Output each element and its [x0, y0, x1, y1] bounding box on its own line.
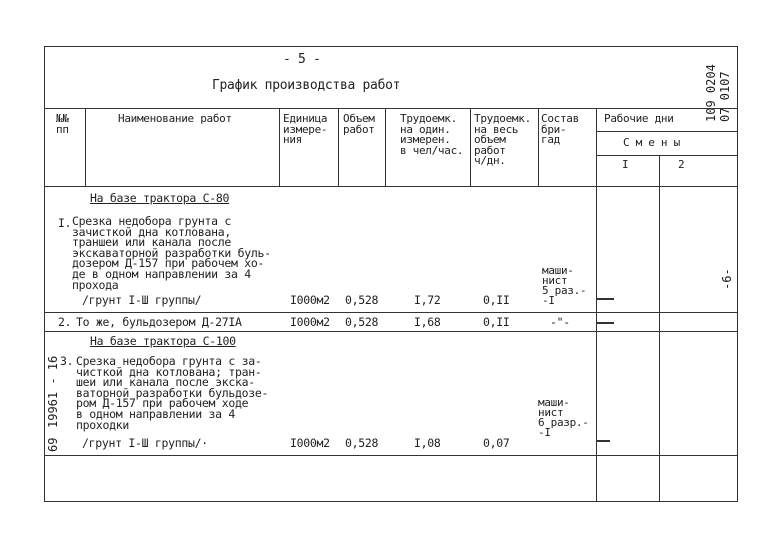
header-name: Наименование работ — [118, 112, 232, 125]
row3-num: 3. — [60, 354, 74, 368]
col-line-crew — [596, 108, 597, 502]
row3-unit: I000м2 — [290, 436, 330, 450]
shifts-top-line — [596, 131, 738, 132]
row1-labor-unit: I,72 — [414, 293, 441, 307]
row1-num: I. — [58, 216, 72, 230]
section-heading-c80: На базе трактора С-80 — [90, 191, 230, 205]
header-top-line — [44, 108, 738, 109]
col-line-name — [279, 108, 280, 186]
header-shift-2: 2 — [678, 158, 685, 171]
row1-unit: I000м2 — [290, 293, 330, 307]
row2-labor-total: 0,II — [483, 315, 510, 329]
margin-page-mark: -6- — [720, 268, 734, 290]
row1-bottom-line — [44, 312, 738, 313]
col-line-num — [85, 108, 86, 186]
row1-labor-total: 0,II — [483, 293, 510, 307]
row1-schedule-bar — [596, 298, 614, 300]
row1-volume: 0,528 — [345, 293, 379, 307]
row1-crew: маши- нист 5 раз.- -I — [542, 264, 587, 307]
row3-volume: 0,528 — [345, 436, 379, 450]
row3-name: Срезка недобора грунта с за- чисткой дна котлована; тран- шеи или канала после экска- ваторной разработки бульдозе- ром Д-157 при рабочем ходе в одном направлении за 4 проходки — [76, 354, 269, 432]
row2-volume: 0,528 — [345, 315, 379, 329]
row2-labor-unit: I,68 — [414, 315, 441, 329]
header-unit: Единица измере- ния — [283, 112, 328, 146]
row2-schedule-bar — [596, 322, 614, 324]
header-shifts: С м е н ы — [623, 136, 680, 149]
margin-code-2: 07 0107 — [718, 71, 732, 122]
col-line-unit — [338, 108, 339, 186]
table-body-bottom-line — [44, 455, 738, 456]
section-heading-c100: На базе трактора С-100 — [90, 334, 236, 348]
row2-num: 2. — [58, 315, 72, 329]
margin-handwritten-note: 19961 - 16 — [46, 355, 60, 428]
margin-code: 109 0204 — [704, 64, 718, 122]
col-line-labor-total — [538, 108, 539, 186]
document-title: График производства работ — [212, 78, 401, 93]
page-number: - 5 - — [283, 52, 321, 67]
header-labor-total: Трудоемк. на весь объем работ ч/дн. — [474, 112, 531, 167]
header-workdays: Рабочие дни — [604, 112, 674, 125]
header-volume: Объем работ — [343, 112, 375, 136]
header-crew: Состав бри- гад — [541, 112, 579, 146]
header-num: №№ пп — [56, 112, 69, 136]
col-line-volume — [385, 108, 386, 186]
col-line-labor-unit — [470, 108, 471, 186]
row2-unit: I000м2 — [290, 315, 330, 329]
col-line-shift — [659, 155, 660, 502]
row1-name: Срезка недобора грунта с зачисткой дна котлована, траншеи или канала после экскаваторной разработки буль- дозером Д-157 при рабочем хо- де в одном направлении за 4 прохода — [72, 214, 271, 292]
row3-crew: маши- нист 6 разр.- -I — [538, 396, 589, 439]
row1-name-last: /грунт I-Ш группы/ — [82, 293, 202, 307]
row2-crew: -"- — [550, 315, 570, 329]
margin-handwritten-number: 69 — [46, 437, 60, 452]
row2-bottom-line — [44, 331, 738, 332]
row3-schedule-bar — [596, 440, 610, 442]
row3-labor-unit: I,08 — [414, 436, 441, 450]
row2-name: То же, бульдозером Д-27IА — [76, 315, 242, 329]
row3-labor-total: 0,07 — [483, 436, 510, 450]
shifts-bottom-line — [596, 155, 738, 156]
header-bottom-line — [44, 186, 738, 187]
header-labor-unit: Трудоемк. на один. измерен. в чел/час. — [400, 112, 464, 157]
header-shift-1: I — [622, 158, 629, 171]
row3-name-last: /грунт I-Ш группы/· — [82, 436, 208, 450]
